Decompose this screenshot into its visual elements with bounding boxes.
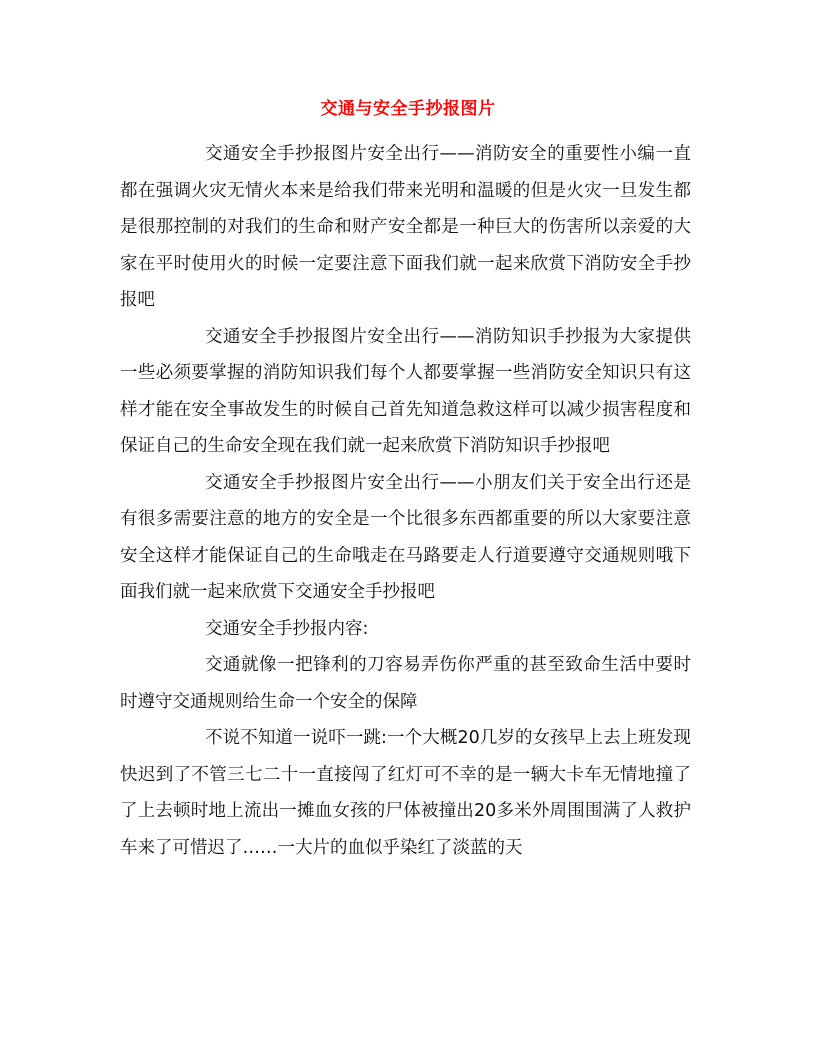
paragraph-fire-knowledge: 交通安全手抄报图片安全出行——消防知识手抄报为大家提供一些必须要掌握的消防知识我们每个人都要掌握一些消防安全知识只有这样才能在安全事故发生的时候自己首先知道急救这样可以减少损害程度和保证自己的生命安全现在我们就一起来欣赏下消防知识手抄报吧 [120, 326, 691, 456]
paragraph-traffic-knife: 交通就像一把锋利的刀容易弄伤你严重的甚至致命生活中要时时遵守交通规则给生命一个安全的保障 [120, 655, 691, 712]
paragraph-kids-travel-safety: 交通安全手抄报图片安全出行——小朋友们关于安全出行还是有很多需要注意的地方的安全是一个比很多东西都重要的所以大家要注意安全这样才能保证自己的生命哦走在马路要走人行道要遵守交通规则哦下面我们就一起来欣赏下交通安全手抄报吧 [120, 472, 691, 602]
document-body [120, 136, 691, 866]
paragraph-accident-story: 不说不知道一说吓一跳:一个大概20几岁的女孩早上去上班发现快迟到了不管三七二十一直接闯了红灯可不幸的是一辆大卡车无情地撞了了上去顿时地上流出一摊血女孩的尸体被撞出20多米外周围围满了人救护车来了可惜迟了……一大片的血似乎染红了淡蓝的天 [120, 728, 691, 858]
paragraph-fire-safety: 交通安全手抄报图片安全出行——消防安全的重要性小编一直都在强调火灾无情火本来是给我们带来光明和温暖的但是火灾一旦发生都是很那控制的对我们的生命和财产安全都是一种巨大的伤害所以亲爱的大家在平时使用火的时候一定要注意下面我们就一起来欣赏下消防安全手抄报吧 [120, 144, 691, 310]
paragraph-content-heading: 交通安全手抄报内容: [205, 618, 369, 639]
document-title: 交通与安全手抄报图片 [320, 99, 496, 119]
